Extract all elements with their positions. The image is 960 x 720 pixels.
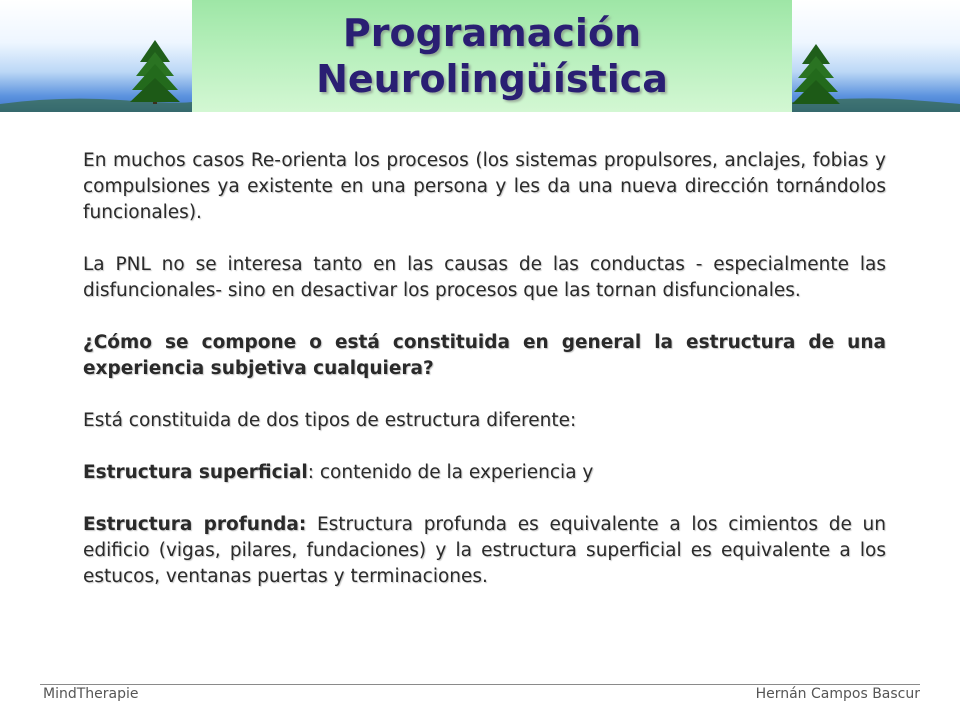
superficial-label: Estructura superficial: [83, 462, 308, 483]
paragraph-constituida: Está constituida de dos tipos de estructura diferente:: [83, 410, 577, 431]
slide-body: [83, 148, 886, 616]
footer-divider: [40, 684, 920, 685]
question-text: ¿Cómo se compone o está constituida en general la estructura de una experiencia subjetiva cualquiera?: [83, 332, 886, 379]
paragraph-reorienta: En muchos casos Re-orienta los procesos (los sistemas propulsores, anclajes, fobias y compulsiones ya existente en una persona y les da una nueva dirección tornándolos funcionales).: [83, 150, 886, 223]
profunda-text: Estructura profunda es equivalente a los cimientos de un edificio (vigas, pilares, fundaciones) y la estructura superficial es equivalente a los estucos, ventanas puertas y terminaciones.: [83, 514, 886, 587]
superficial-text: : contenido de la experiencia y: [307, 462, 594, 483]
tree-icon: [0, 0, 192, 112]
question-heading: [83, 330, 886, 382]
footer-left-label: MindTherapie: [43, 686, 139, 702]
paragraph-profunda: [83, 512, 886, 590]
header-banner-left: [0, 0, 192, 112]
paragraph-superficial: [83, 460, 886, 486]
header-banner-right: [792, 0, 960, 112]
title-line-2: Neurolingüística: [316, 57, 668, 101]
paragraph-pnl: La PNL no se interesa tanto en las causas de las conductas - especialmente las disfuncionales- sino en desactivar los procesos que las tornan disfuncionales.: [83, 254, 886, 301]
footer-author: Hernán Campos Bascur: [755, 686, 920, 702]
title-line-1: Programación: [342, 11, 642, 55]
title-box: [192, 0, 792, 112]
profunda-label: Estructura profunda:: [83, 514, 307, 535]
page-title: [316, 10, 668, 102]
tree-icon: [792, 0, 960, 112]
